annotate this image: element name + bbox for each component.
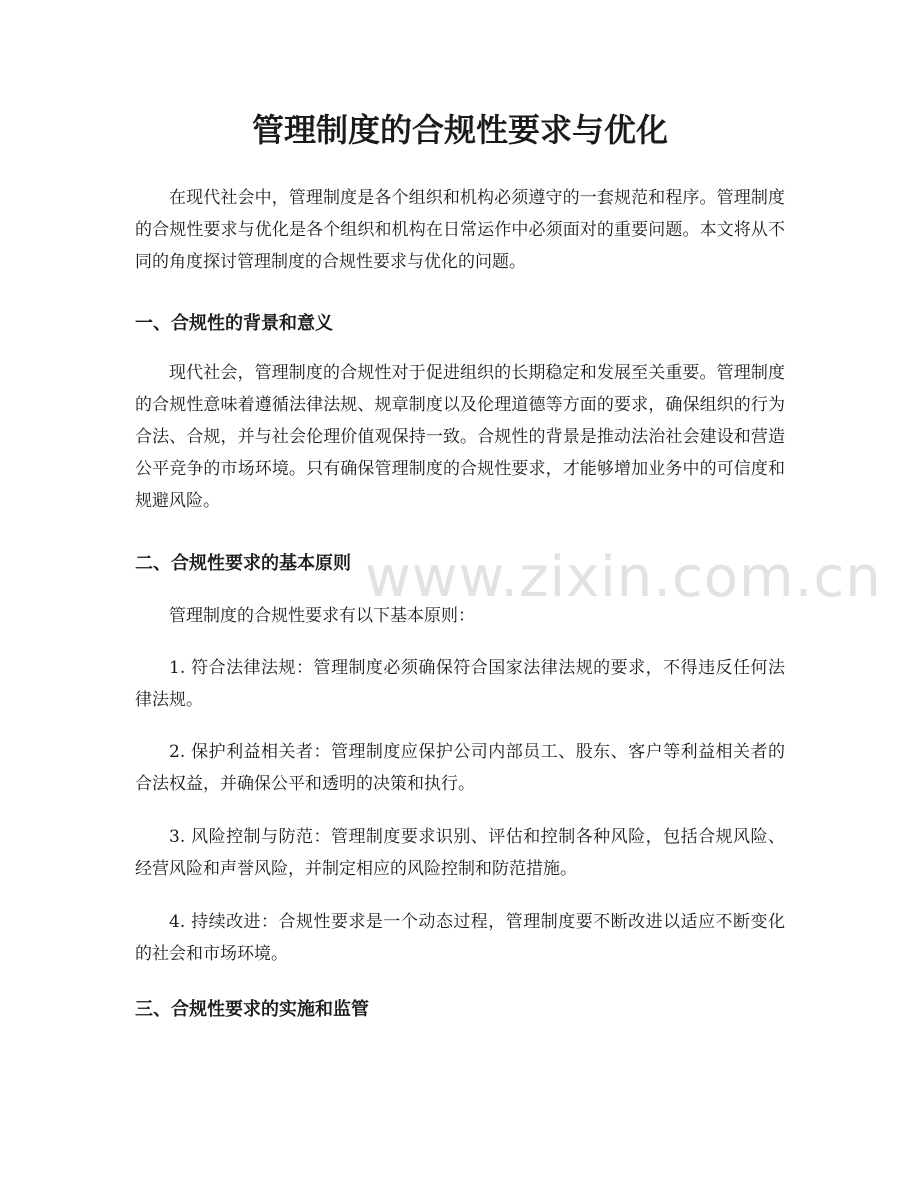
principle-item-4: 4. 持续改进：合规性要求是一个动态过程，管理制度要不断改进以适应不断变化的社会和市场环境。	[135, 912, 785, 964]
principle-item-1: 1. 符合法律法规：管理制度必须确保符合国家法律法规的要求，不得违反任何法律法规。	[135, 658, 785, 710]
principle-item-2: 2. 保护利益相关者：管理制度应保护公司内部员工、股东、客户等利益相关者的合法权益，并确保公平和透明的决策和执行。	[135, 742, 785, 794]
document-title: 管理制度的合规性要求与优化	[251, 111, 668, 149]
section-2-lead: 管理制度的合规性要求有以下基本原则：	[169, 606, 475, 626]
section-3-heading: 三、合规性要求的实施和监管	[135, 999, 369, 1020]
principle-item-3: 3. 风险控制与防范：管理制度要求识别、评估和控制各种风险，包括合规风险、经营风险和声誉风险，并制定相应的风险控制和防范措施。	[135, 827, 785, 879]
section-1-heading: 一、合规性的背景和意义	[135, 313, 333, 334]
section-1-paragraph: 现代社会，管理制度的合规性对于促进组织的长期稳定和发展至关重要。管理制度的合规性意味着遵循法律法规、规章制度以及伦理道德等方面的要求，确保组织的行为合法、合规，并与社会伦理价值观保持一致。合规性的背景是推动法治社会建设和营造公平竞争的市场环境。只有确保管理制度的合规性要求，才能够增加业务中的可信度和规避风险。	[135, 363, 785, 511]
section-2-heading: 二、合规性要求的基本原则	[135, 553, 351, 574]
watermark: www.zixin.com.cn	[365, 545, 882, 610]
intro-paragraph: 在现代社会中，管理制度是各个组织和机构必须遵守的一套规范和程序。管理制度的合规性要求与优化是各个组织和机构在日常运作中必须面对的重要问题。本文将从不同的角度探讨管理制度的合规性要求与优化的问题。	[135, 188, 785, 272]
